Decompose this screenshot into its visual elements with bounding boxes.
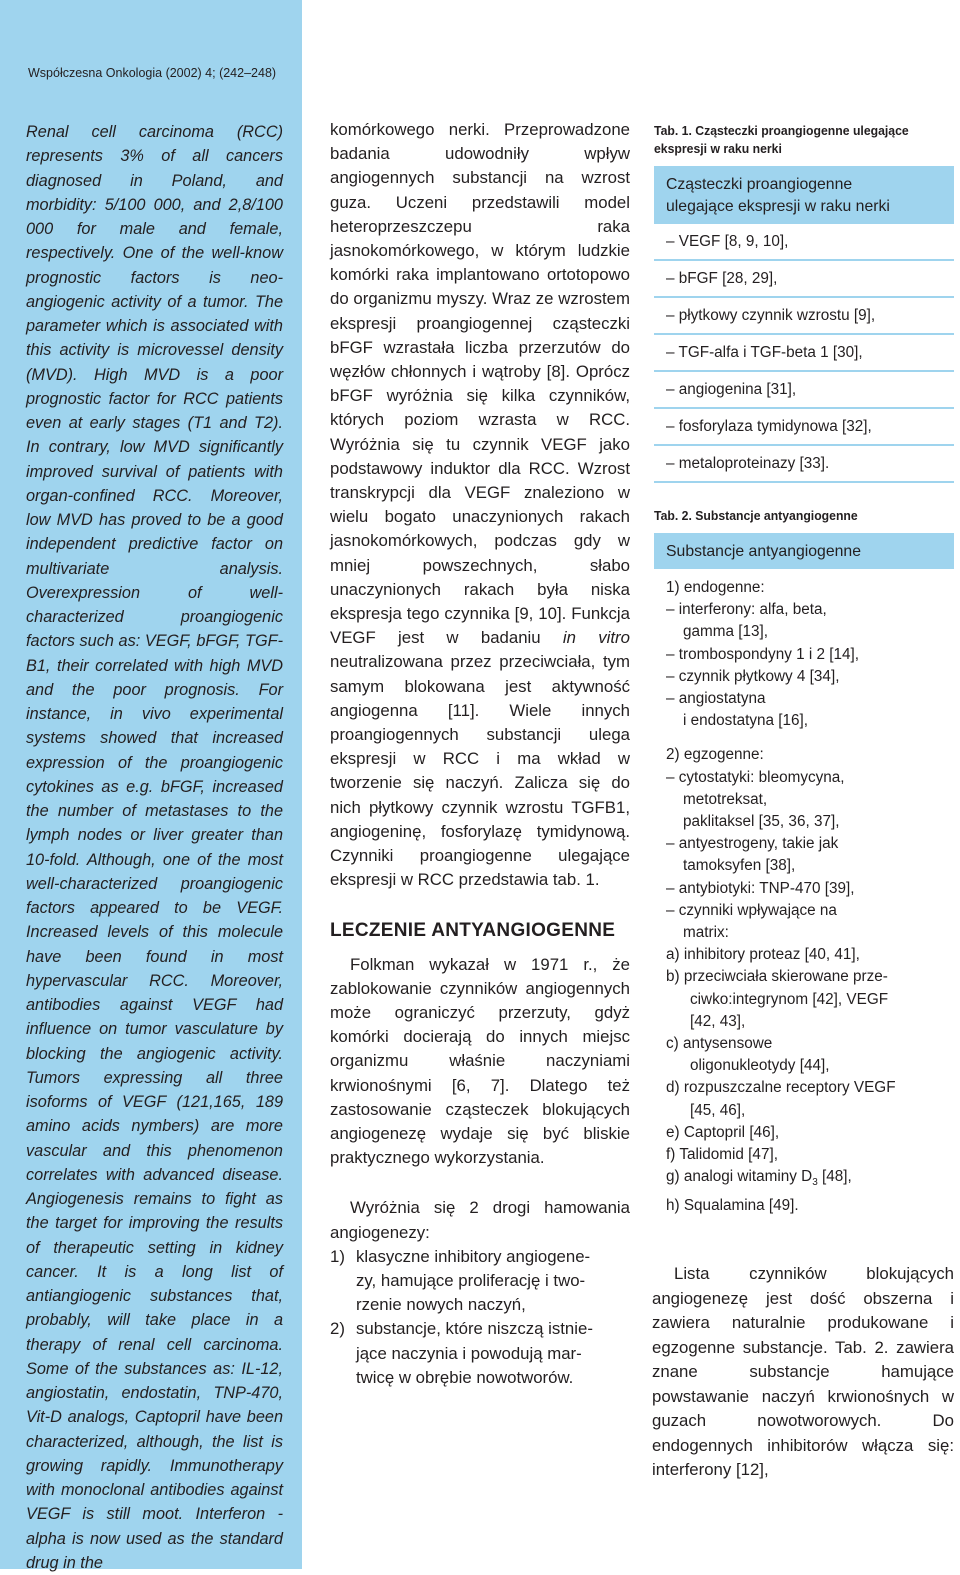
exogenous-item: – antyestrogeny, takie jak xyxy=(666,835,839,853)
table1-row: – TGF-alfa i TGF-beta 1 [30], xyxy=(654,335,954,372)
exogenous-item: c) antysensowe xyxy=(666,1035,773,1053)
table1-row: – płytkowy czynnik wzrostu [9], xyxy=(654,298,954,335)
table2-caption: Tab. 2. Substancje antyangiogenne xyxy=(654,508,858,523)
list-number: 1) xyxy=(330,1246,345,1266)
section-heading: LECZENIE ANTYANGIOGENNE xyxy=(330,919,616,941)
inhibition-list xyxy=(330,1245,630,1390)
exogenous-item: ciwko:integrynom [42], VEGF xyxy=(690,990,889,1008)
exogenous-item: metotreksat, xyxy=(683,790,768,808)
endogenous-item: – angiostatyna xyxy=(666,690,766,708)
list-line: rzenie nowych naczyń, xyxy=(356,1295,526,1315)
endogenous-list xyxy=(666,599,944,732)
table1-caption xyxy=(654,122,948,158)
italic-in-vitro: in vitro xyxy=(562,628,630,648)
vitamin-d-text: g) analogi witaminy D xyxy=(666,1168,813,1186)
list-line: jące naczynia i powodują mar- xyxy=(356,1343,582,1363)
exogenous-list xyxy=(666,767,944,1167)
table1-header-line1: Cząsteczki proangiogenne xyxy=(666,176,853,193)
table2 xyxy=(654,533,954,1227)
exogenous-item: b) przeciwciała skierowane prze- xyxy=(666,968,888,986)
exogenous-item: matrix: xyxy=(683,924,729,942)
table1 xyxy=(654,166,954,483)
exogenous-item: – antybiotyki: TNP-470 [39], xyxy=(666,879,855,897)
tables-column xyxy=(654,122,954,1227)
exogenous-item: d) rozpuszczalne receptory VEGF xyxy=(666,1079,896,1097)
exogenous-item: f) Talidomid [47], xyxy=(666,1146,778,1164)
table2-header: Substancje antyangiogenne xyxy=(666,543,861,560)
list-item xyxy=(330,1245,630,1318)
table1-row: – angiogenina [31], xyxy=(654,372,954,409)
table1-row: – fosforylaza tymidynowa [32], xyxy=(654,409,954,446)
vitamin-d-ref: [48], xyxy=(817,1168,852,1186)
body-paragraph-3: Wyróżnia się 2 drogi hamowania angiogenezy: xyxy=(330,1198,630,1242)
exogenous-item-g xyxy=(666,1166,944,1194)
exogenous-item: [45, 46], xyxy=(690,1101,746,1119)
body-paragraph-2: Folkman wykazał w 1971 r., że zablokowanie czynników angiogennych może ograniczyć przerzuty, gdyż komórki docierają do innych miejsc organizmu właśnie naczyniami krwionośnymi [6, 7]. Dlatego też zastosowanie cząsteczek blokujących angiogenezę wydaje się być bliskie praktycznego wykorzystania. xyxy=(330,954,630,1168)
exogenous-item: [42, 43], xyxy=(690,1012,746,1030)
exogenous-item: tamoksyfen [38], xyxy=(683,857,796,875)
endogenous-item: – czynnik płytkowy 4 [34], xyxy=(666,667,840,685)
table2-body xyxy=(654,569,954,1227)
main-text-column xyxy=(330,118,630,1390)
right-paragraph: Lista czynników blokujących angiogenezę jest dość obszerna i zawiera naturalnie produkowane i egzogenne substancje. Tab. 2. zawiera znane substancje hamujące powstawanie naczyń krwionośnych w guzach nowotworowych. Do endogennych inhibitorów włącza się: interferony [12], xyxy=(652,1264,954,1479)
exogenous-item-h: h) Squalamina [49]. xyxy=(666,1196,799,1214)
english-abstract: Renal cell carcinoma (RCC) represents 3% of all cancers diagnosed in Poland, and morbidity: 5/100 000, and 2,8/100 000 for male and female, respectively. One of the well-know prognostic factors is neo-angiogenic activity of a tumor. The parameter which is associated with this activity is microvessel density (MVD). High MVD is a poor prognostic factor for RCC patients even at early stages (T1 and T2). In contrary, low MVD significantly improved survival of patients with organ-confined RCC. Moreover, low MVD has proved to be a good independent predictive factor on multivariate analysis. Overexpression of well- characterized proangiogenic factors such as: VEGF, bFGF, TGF-B1, their correlated with high MVD and the poor prognosis. For instance, in vivo experimental systems showed that increased expression of the proangiogenic cytokines as e.g. bFGF, increased the number of metastases to the lymph nodes or liver greater than 10-fold. Although, one of the most well-characterized proangiogenic factors appeared to be VEGF. Increased levels of this molecule have been found in most hypervascular RCC. Moreover, antibodies against VEGF had influence on tumor vasculature by blocking the angiogenic activity. Tumors expressing all three isoforms of VEGF (121,165, 189 amino acids nymbers) are more vascular and this phenomenon correlates with advanced disease. Angiogenesis remains to fight as the target for improving the results of therapeutic setting in kidney cancer. It is a long list of antiangiogenic substances that, probably, will take place in a therapy of renal cell carcinoma. Some of the substances as: IL-12, angiostatin, endostatin, TNP-470, Vit-D analogs, Captopril have been characterized, although, the list is growing rapidly. Immunotherapy with monoclonal antibodies against VEGF is still moot. Interferon - alpha is now used as the standard drug in the xyxy=(26,123,283,1572)
exogenous-item: e) Captopril [46], xyxy=(666,1123,780,1141)
endogenous-item: – interferony: alfa, beta, xyxy=(666,601,827,619)
table1-caption-line2: ekspresji w raku nerki xyxy=(654,141,782,156)
endogenous-item: i endostatyna [16], xyxy=(683,712,809,730)
exogenous-item: – czynniki wpływające na xyxy=(666,901,837,919)
exogenous-item: paklitaksel [35, 36, 37], xyxy=(683,813,840,831)
table1-header-line2: ulegające ekspresji w raku nerki xyxy=(666,198,890,215)
endogenous-title: 1) endogenne: xyxy=(666,579,765,596)
list-line: twicę w obrębie nowotworów. xyxy=(356,1367,574,1387)
table1-row: – bFGF [28, 29], xyxy=(654,261,954,298)
list-number: 2) xyxy=(330,1319,345,1339)
exogenous-title: 2) egzogenne: xyxy=(666,746,764,764)
exogenous-item: a) inhibitory proteaz [40, 41], xyxy=(666,946,860,964)
list-line: zy, hamujące proliferację i two- xyxy=(356,1270,586,1290)
list-line: substancje, które niszczą istnie- xyxy=(356,1319,593,1339)
list-text xyxy=(356,1245,630,1318)
endogenous-item: gamma [13], xyxy=(683,623,769,641)
body-paragraph-1 xyxy=(330,118,630,893)
exogenous-item: – cytostatyki: bleomycyna, xyxy=(666,768,845,786)
vitamin-d-subscript: 3 xyxy=(812,1177,818,1189)
para1-part-b: neutralizowana przez przeciwciała, tym samym blokowana jest aktywność angiogenna [11]. Wiele innych proangiogennych substancji ulega ekspresji w RCC i ma wkład w tworzenie się naczyń. Zalicza się do nich płytkowy czynnik wzrostu TGFB1, angiogeninę, fosforylazę tymidynową. Czynniki proangiogenne ulegające ekspresji w RCC przedstawia tab. 1. xyxy=(330,652,630,890)
para1-part-a: komórkowego nerki. Przeprowadzone badania udowodniły wpływ angiogennych substancji na wzrost guza. Uczeni przedstawili model heteroprzeszczepu raka jasnokomórkowego, w którym ludzkie komórki raka implantowano ortotopowo do organizmu myszy. Wraz ze wzrostem ekspresji proangiogennej cząsteczki bFGF wzrastała liczba przerzutów do węzłów chłonnych i wątroby [8]. Oprócz bFGF wyróżnia się kilka czynników, których poziom wzrasta w RCC. Wyróżnia się tu czynnik VEGF jako podstawowy induktor dla RCC. Wzrost transkrypcji dla VEGF znaleziono w wielu bogato unaczynionych rakach jasnokomórkowych, podczas gdy w mniej powszechnych, słabo unaczynionych rakach była niska ekspresja tego czynnika [9, 10]. Funkcja VEGF jest w badaniu xyxy=(330,120,630,648)
exogenous-item: oligonukleotydy [44], xyxy=(690,1057,830,1075)
spacer xyxy=(666,732,944,744)
abstract-sidebar xyxy=(0,0,302,1572)
list-text xyxy=(356,1317,630,1390)
endogenous-item: – trombospondyny 1 i 2 [14], xyxy=(666,645,860,663)
table1-rows xyxy=(654,224,954,483)
table1-header xyxy=(654,166,954,224)
list-line: klasyczne inhibitory angiogene- xyxy=(356,1246,591,1266)
list-item xyxy=(330,1317,630,1390)
journal-citation: Współczesna Onkologia (2002) 4; (242–248) xyxy=(28,66,277,80)
table1-row: – metaloproteinazy [33]. xyxy=(654,446,954,483)
table1-row: – VEGF [8, 9, 10], xyxy=(654,224,954,261)
right-body-text xyxy=(652,1262,954,1483)
table1-caption-line1: Tab. 1. Cząsteczki proangiogenne ulegające xyxy=(654,123,909,138)
